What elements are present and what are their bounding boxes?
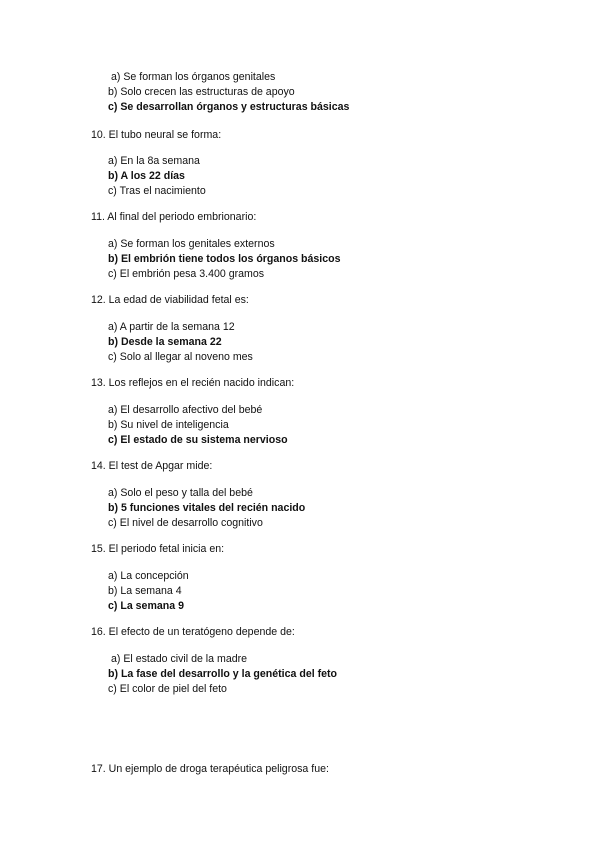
q16-option-c: c) El color de piel del feto xyxy=(108,683,227,695)
q10-option-c: c) Tras el nacimiento xyxy=(108,185,206,197)
question-14: 14. El test de Apgar mide: xyxy=(91,460,213,472)
question-10: 10. El tubo neural se forma: xyxy=(91,129,222,141)
q13-option-b: b) Su nivel de inteligencia xyxy=(108,419,229,431)
q14-option-c: c) El nivel de desarrollo cognitivo xyxy=(108,517,263,529)
question-16: 16. El efecto de un teratógeno depende de: xyxy=(91,626,295,638)
q11-option-b-answer: b) El embrión tiene todos los órganos básicos xyxy=(108,253,341,265)
question-17: 17. Un ejemplo de droga terapéutica peligrosa fue: xyxy=(91,763,329,775)
q9-option-c-answer: c) Se desarrollan órganos y estructuras básicas xyxy=(108,101,350,113)
question-11: 11. Al final del periodo embrionario: xyxy=(91,211,257,223)
q13-option-c-answer: c) El estado de su sistema nervioso xyxy=(108,434,288,446)
q15-option-c-answer: c) La semana 9 xyxy=(108,600,184,612)
q15-option-a: a) La concepción xyxy=(108,570,189,582)
q9-option-a: a) Se forman los órganos genitales xyxy=(111,71,276,83)
q10-option-a: a) En la 8a semana xyxy=(108,155,200,167)
q12-option-c: c) Solo al llegar al noveno mes xyxy=(108,351,253,363)
q14-option-a: a) Solo el peso y talla del bebé xyxy=(108,487,253,499)
q15-option-b: b) La semana 4 xyxy=(108,585,182,597)
q14-option-b-answer: b) 5 funciones vitales del recién nacido xyxy=(108,502,306,514)
q12-option-a: a) A partir de la semana 12 xyxy=(108,321,235,333)
q12-option-b-answer: b) Desde la semana 22 xyxy=(108,336,222,348)
question-15: 15. El periodo fetal inicia en: xyxy=(91,543,225,555)
question-12: 12. La edad de viabilidad fetal es: xyxy=(91,294,249,306)
question-13: 13. Los reflejos en el recién nacido indican: xyxy=(91,377,295,389)
q11-option-a: a) Se forman los genitales externos xyxy=(108,238,275,250)
q16-option-a: a) El estado civil de la madre xyxy=(111,653,248,665)
q10-option-b-answer: b) A los 22 días xyxy=(108,170,185,182)
q9-option-b: b) Solo crecen las estructuras de apoyo xyxy=(108,86,295,98)
q11-option-c: c) El embrión pesa 3.400 gramos xyxy=(108,268,265,280)
q16-option-b-answer: b) La fase del desarrollo y la genética del feto xyxy=(108,668,338,680)
q13-option-a: a) El desarrollo afectivo del bebé xyxy=(108,404,263,416)
